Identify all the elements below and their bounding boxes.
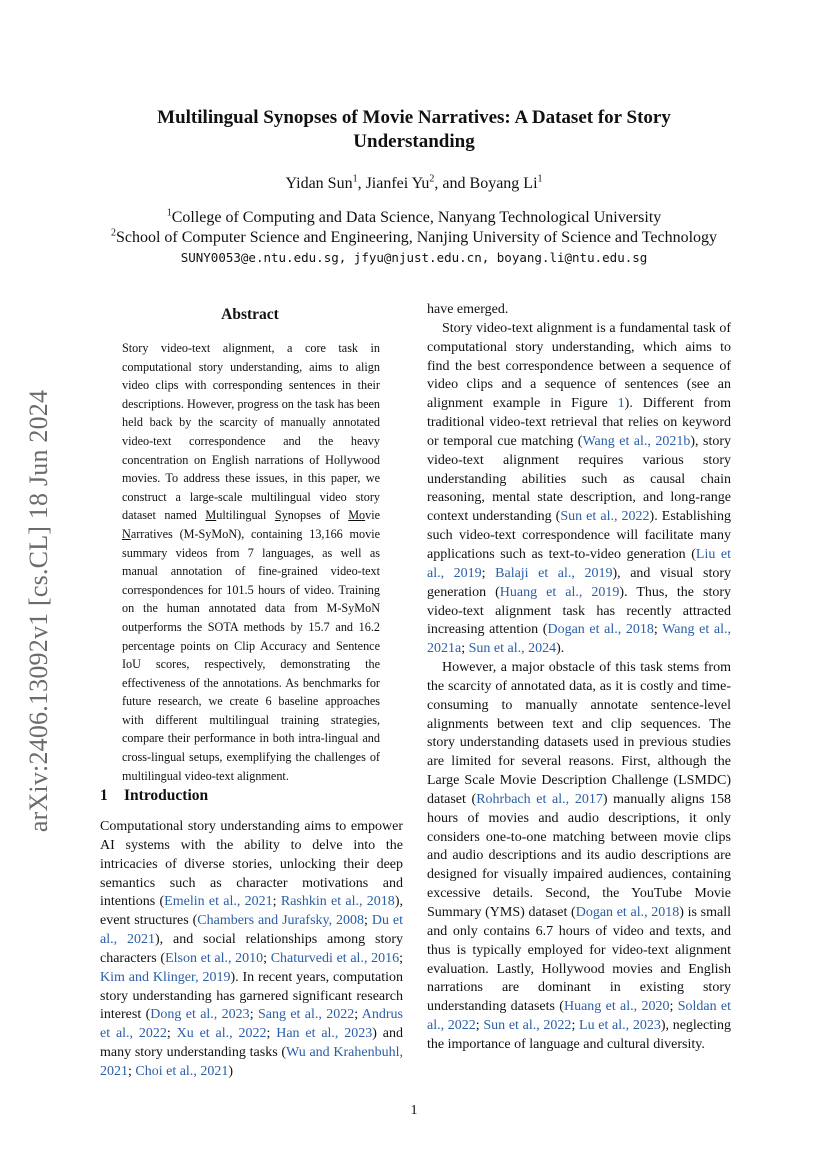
author-name: Boyang Li xyxy=(469,175,538,192)
citation-link[interactable]: Xu et al., 2022 xyxy=(176,1026,267,1042)
citation-link[interactable]: Balaji et al., 2019 xyxy=(495,565,613,581)
paragraph: However, a major obstacle of this task stems from the scarcity of annotated data, as it is costly and time-consuming to manually annotate sentence-level alignments between text and clip sequences. The story understanding datasets used in previous studies are limited for several reasons. First, although the Large Scale Movie Description Challenge (LSMDC) dataset (Rohrbach et al., 2017) manually aligns 158 hours of movies and audio descriptions, it only considers one-to-one matching between movie clips and audio descriptions and its audio descriptions are designed for visually impaired audiences, containing excessive details. Second, the YouTube Movie Summary (YMS) dataset (Dogan et al., 2018) is small and only contains 6.7 hours of video and texts, and thus is typically employed for video-text alignment evaluation. Lastly, Hollywood movies and English narrations are dominant in existing story understanding datasets (Huang et al., 2020; Soldan et al., 2022; Sun et al., 2022; Lu et al., 2023), neglecting the importance of language and cultural diversity. xyxy=(427,660,732,1052)
paper-title: Multilingual Synopses of Movie Narratives: A Dataset for Story Understanding xyxy=(157,107,671,152)
paragraph-continuation: have emerged. xyxy=(427,302,509,317)
author-name: Jianfei Yu xyxy=(365,175,430,192)
author-name: Yidan Sun xyxy=(285,175,353,192)
citation-link[interactable]: Andrus et al., 2022 xyxy=(100,1007,404,1042)
citation-link[interactable]: Dong et al., 2023 xyxy=(150,1007,250,1023)
citation-link[interactable]: Wu and Krahenbuhl, 2021 xyxy=(100,1045,403,1079)
citation-link[interactable]: Huang et al., 2019 xyxy=(499,584,620,600)
right-column xyxy=(427,301,731,1055)
author-emails: SUNY0053@e.ntu.edu.sg, jfyu@njust.edu.cn, boyang.li@ntu.edu.sg xyxy=(180,250,648,265)
citation-link[interactable]: Sun et al., 2024 xyxy=(468,641,557,657)
citation-link[interactable]: Dogan et al., 2018 xyxy=(547,622,654,638)
abstract-text: ultilingual xyxy=(216,508,267,523)
figure-link[interactable]: 1 xyxy=(617,396,625,412)
abstract-text: nopses of xyxy=(287,508,349,523)
author-affil-mark: 2 xyxy=(429,173,435,185)
author-affil-mark: 1 xyxy=(352,173,358,185)
citation-link[interactable]: Huang et al., 2020 xyxy=(563,999,670,1015)
author-affil-mark: 1 xyxy=(537,173,543,185)
section-heading-introduction xyxy=(100,787,208,805)
page-number: 1 xyxy=(410,1103,418,1118)
abstract-acronym-letter: M xyxy=(205,508,217,523)
affiliation-mark: 1 xyxy=(166,207,172,219)
abstract-text: vie xyxy=(365,508,381,523)
abstract-text: , containing 13,166 movie summary videos from 7 languages, as well as manual annotation of fine-grained video-text correspondences for 101.5 hours of video. Training on the human annotated data from xyxy=(122,526,380,616)
arxiv-sidebar xyxy=(22,372,56,850)
dataset-acronym: (M-SyMoN) xyxy=(179,526,242,541)
abstract-body xyxy=(122,339,380,785)
affiliation-mark: 2 xyxy=(110,227,116,239)
citation-link[interactable]: Wang et al., 2021a xyxy=(427,622,731,657)
citation-link[interactable]: Choi et al., 2021 xyxy=(135,1063,229,1079)
abstract-acronym-letter: Sy xyxy=(274,508,288,523)
citation-link[interactable]: Sun et al., 2022 xyxy=(483,1018,572,1034)
citation-link[interactable]: Soldan et al., 2022 xyxy=(427,999,732,1034)
author-list: Yidan Sun$^1$, Jianfei Yu$^2$, and Boyang Li$^1$ xyxy=(285,173,543,192)
citation-link[interactable]: Rohrbach et al., 2017 xyxy=(476,791,603,807)
citation-link[interactable]: Sun et al., 2022 xyxy=(560,509,650,525)
citation-link[interactable]: Kim and Klinger, 2019 xyxy=(100,969,231,985)
intro-left-column xyxy=(100,818,403,1082)
arxiv-identifier: arXiv:2406.13092v1 [cs.CL] 18 Jun 2024 xyxy=(24,389,53,833)
citation-link[interactable]: Chaturvedi et al., 2016 xyxy=(270,950,400,966)
paragraph: Computational story understanding aims to empower AI systems with the ability to delve into the intricacies of diverse stories, unlocking their deep semantics such as character motivations and intentions (Emelin et al., 2021; Rashkin et al., 2018), event structures (Chambers and Jurafsky, 2008; Du et al., 2021), and social relationships among story characters (Elson et al., 2010; Chaturvedi et al., 2016; Kim and Klinger, 2019). In recent years, computation story understanding has garnered significant research interest (Dong et al., 2023; Sang et al., 2022; Andrus et al., 2022; Xu et al., 2022; Han et al., 2023) and many story understanding tasks (Wu and Krahenbuhl, 2021; Choi et al., 2021) xyxy=(100,819,404,1079)
abstract-acronym-letter: N xyxy=(122,526,131,541)
abstract-text: arratives xyxy=(130,526,173,541)
dataset-acronym: M-SyMoN xyxy=(326,601,380,616)
affiliation-line xyxy=(90,208,738,228)
citation-link[interactable]: Chambers and Jurafsky, 2008 xyxy=(197,913,365,929)
citation-link[interactable]: Liu et al., 2019 xyxy=(427,546,732,581)
citation-link[interactable]: Elson et al., 2010 xyxy=(165,950,264,966)
citation-link[interactable]: Han et al., 2023 xyxy=(276,1026,373,1042)
paragraph: Story video-text alignment is a fundamental task of computational story understanding, which aims to find the best correspondence between a sequence of video clips and a sequence of sentences (see an alignment example in Figure 1). Different from traditional video-text retrieval that relies on keyword or temporal cue matching (Wang et al., 2021b), story video-text alignment requires various story understanding abilities such as causal chain reasoning, mental state description, and long-range context understanding (Sun et al., 2022). Establishing such video-text correspondence will facilitate many applications such as text-to-video generation (Liu et al., 2019; Balaji et al., 2019), and visual story generation (Huang et al., 2019). Thus, the story video-text alignment task has recently attracted increasing attention (Dogan et al., 2018; Wang et al., 2021a; Sun et al., 2024). xyxy=(427,320,732,657)
citation-link[interactable]: Rashkin et al., 2018 xyxy=(280,894,395,910)
affiliations xyxy=(90,208,738,268)
affiliation-text: College of Computing and Data Science, Nanyang Technological University xyxy=(171,209,662,226)
section-number: 1 xyxy=(100,787,108,804)
abstract-acronym-letter: Mo xyxy=(348,508,366,523)
citation-link[interactable]: Lu et al., 2023 xyxy=(579,1018,661,1034)
abstract-text: Story video-text alignment, a core task in computational story understanding, aims to align video clips with corresponding sentences in their descriptions. However, progress on the task has been held back by the scarcity of manually annotated video-text correspondence and the heavy concentration on English narrations of Hollywood movies. To address these issues, in this paper, we construct a large-scale multilingual video story dataset named xyxy=(122,341,380,523)
citation-link[interactable]: Emelin et al., 2021 xyxy=(164,894,273,910)
abstract-heading: Abstract xyxy=(221,306,279,323)
affiliation-text: School of Computer Science and Engineering, Nanjing University of Science and Technology xyxy=(115,229,718,246)
section-title: Introduction xyxy=(124,787,209,804)
abstract-text: outperforms the SOTA methods by 15.7 and 16.2 percentage points on Clip Accuracy and Sentence IoU scores, respectively, demonstrating the effectiveness of the annotations. As benchmarks for future research, we create 6 baseline approaches with different multilingual training strategies, compare their performance in both intra-lingual and cross-lingual setups, exemplifying the challenges of multilingual video-text alignment. xyxy=(122,619,380,783)
citation-link[interactable]: Sang et al., 2022 xyxy=(257,1007,355,1023)
citation-link[interactable]: Dogan et al., 2018 xyxy=(575,905,680,920)
citation-link[interactable]: Du et al., 2021 xyxy=(100,913,403,948)
affiliation-line xyxy=(90,228,738,248)
citation-link[interactable]: Wang et al., 2021b xyxy=(582,433,691,449)
